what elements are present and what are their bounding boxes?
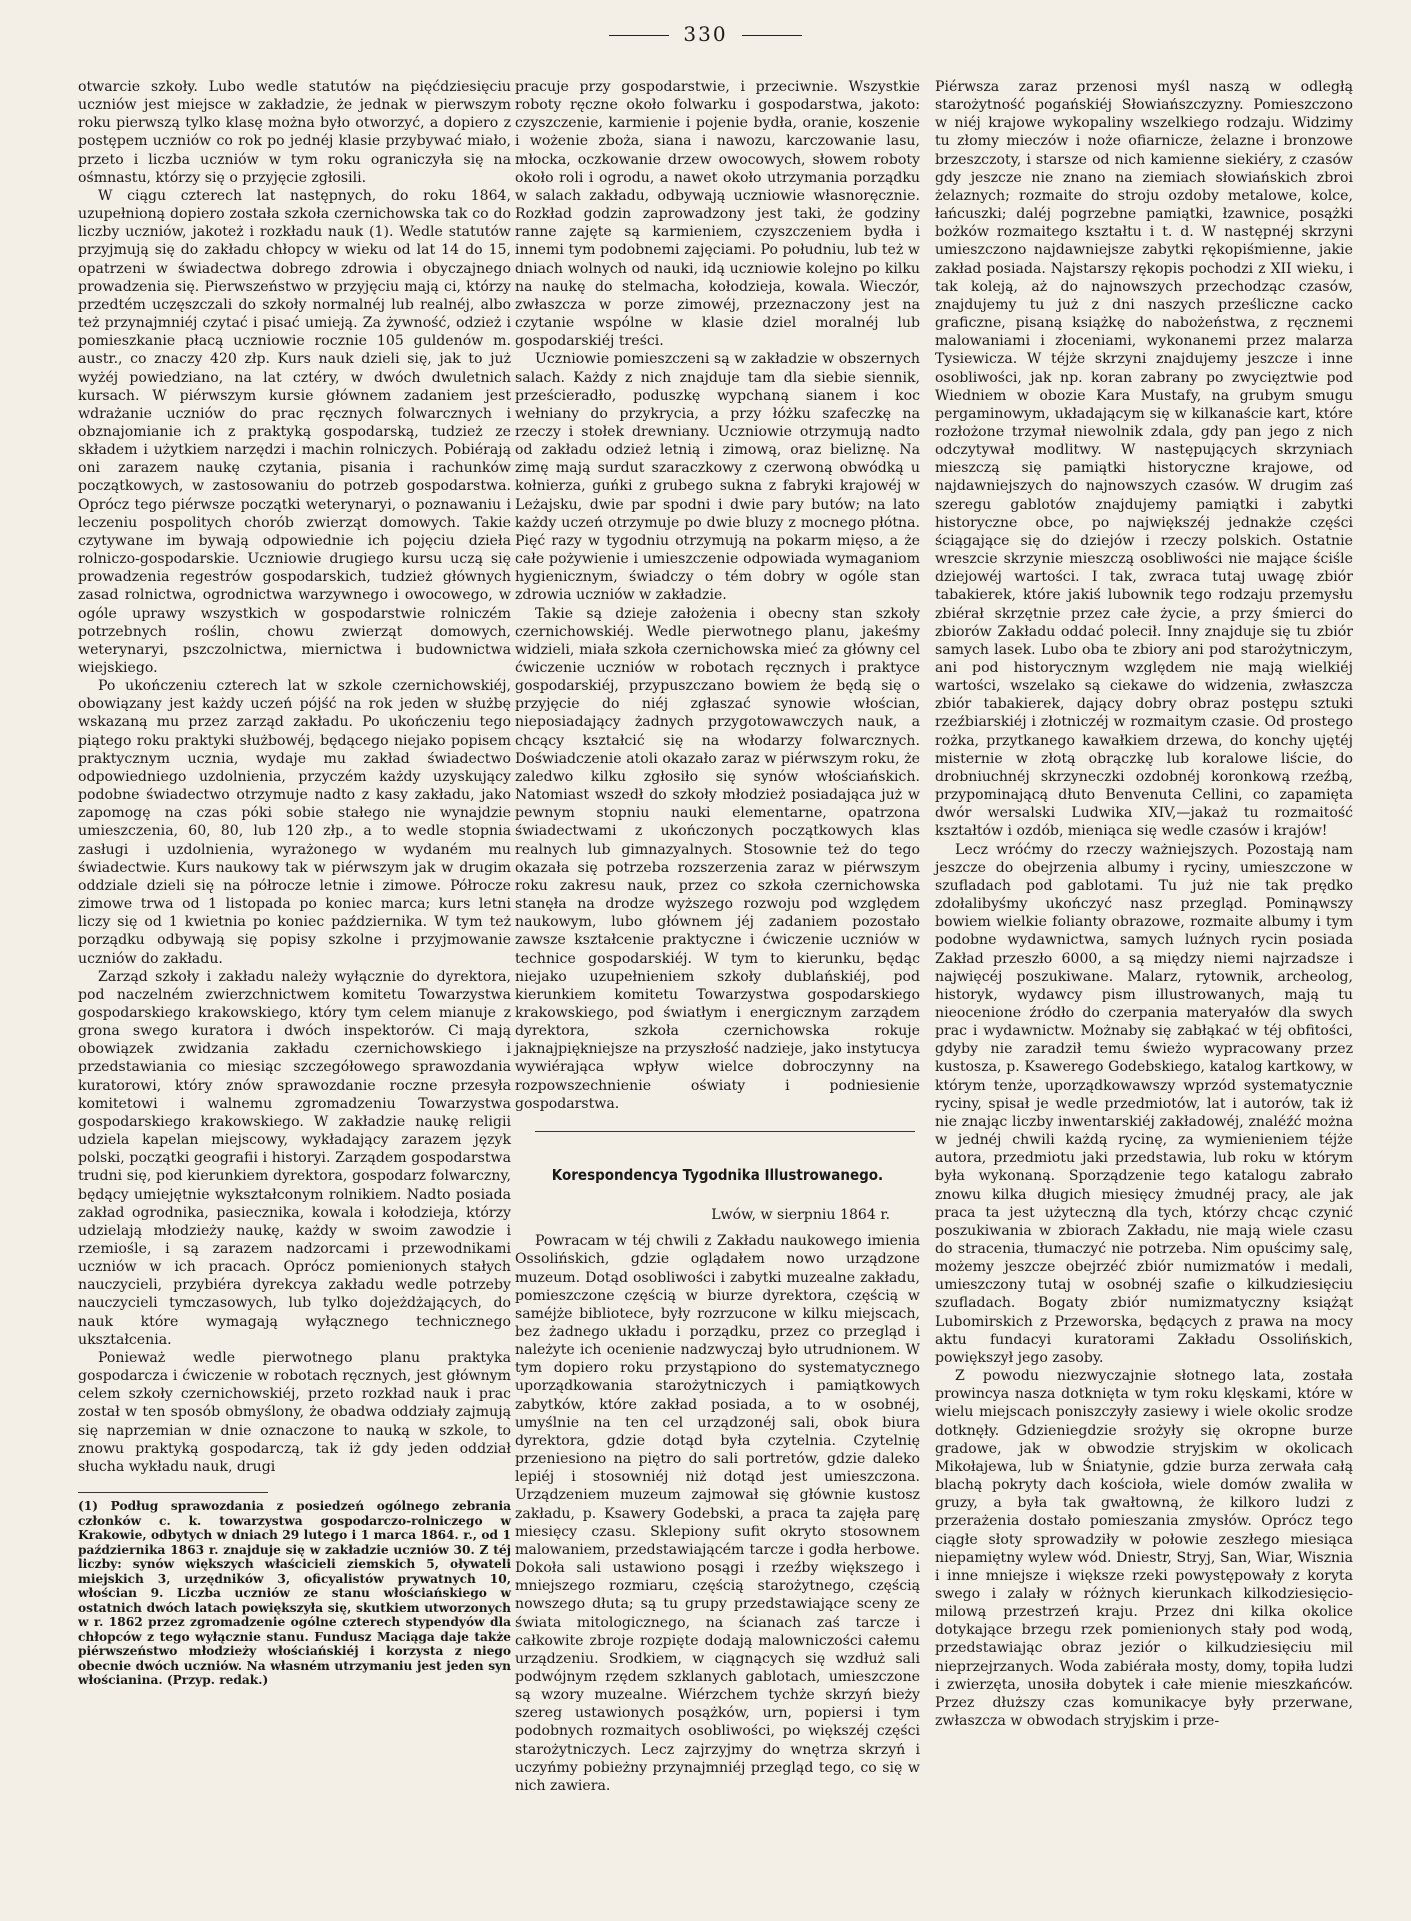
col1-paragraph: W ciągu czterech lat następnych, do roku 1864, uzupełnioną dopiero została szkoła czernichowska tak co do liczby uczniów, jakoteż i rozkładu nauk (1). Wedle statutów przyjmują się do zakładu chłopcy w wieku od lat 14 do 15, opatrzeni w świadectwa dobrego zdrowia i obyczajnego prowadzenia się. Pierwszeństwo w przyjęciu mają ci, którzy przedtém uczęszczali do szkoły normalnéj lub realnéj, albo też przynajmniéj czytać i pisać umieją. Za żywność, odzież i pomieszkanie płacą uczniowie rocznie 105 guldenów m. austr., co znaczy 420 złp. Kurs nauk dzieli się, jak to już wyżéj powiedziano, na lat cztéry, w dwóch dwuletnich kursach. W piérwszym kursie głównem zadaniem jest wdrażanie uczniów do prac ręcznych folwarcznych i obznajomianie ich z praktyką gospodarską, tudzież ze składem i użytkiem narzędzi i machin rolniczych. Pobiérają oni zarazem naukę czytania, pisania i rachunków początkowych, w zastosowaniu do potrzeb gospodarstwa. Oprócz tego piérwsze początki weterynaryi, o poznawaniu i leczeniu pospolitych chorób zwierząt domowych. Takie czytywane im bywają odpowiednie ich pojęciu dzieła rolniczo-gospodarskie. Uczniowie drugiego kursu uczą się prowadzenia regestrów gospodarskich, tudzież głównych zasad rolnictwa, ogrodnictwa warzywnego i owocowego, w ogóle uprawy wszystkich w gospodarstwie rolniczém potrzebnych roślin, chowu zwierząt domowych, weterynaryi, pszczolnictwa, miernictwa i budownictwa wiejskiego. (78, 187, 511, 676)
page-number-rule-left (609, 35, 669, 36)
col3-paragraph: Lecz wróćmy do rzeczy ważniejszych. Pozostają nam jeszcze do obejrzenia albumy i ryciny, umieszczone w szufladach pod gablotami. Tu już nie tak prędko zdołalibyśmy ukończyć nasz przegląd. Pominąwszy bowiem wielkie folianty obrazowe, rozmaite albumy i tym podobne wydawnictwa, samych luźnych rycin posiada Zakład przeszło 6000, a są między niemi najrzadsze i najwięcéj poszukiwane. Malarz, rytownik, archeolog, historyk, wydawcy pism illustrowanych, mają tu nieocenione źródło do czerpania materyałów dla swych prac i wydawnictw. Możnaby się zabłąkać w téj obfitości, gdyby nie zaradził temu świeżo wypracowany przez kustosza, p. Ksawerego Godebskiego, katalog kartkowy, w którym tenże, uporządkowawszy wprzód systematycznie ryciny, spisał je wedle przedmiotów, lat i autorów, tak iż nie znając liczby inwentarskiéj zakładowéj, znaléźć można w jednéj chwili każdą rycinę, za wymienieniem téjże autora, przedmiotu jaki przedstawia, lub roku w którym była wykonaną. Sporządzenie tego katalogu zabrało znowu kilka długich miesięcy żmudnéj pracy, ale jak praca ta jest użyteczną dla tych, którzy chcąc czynić poszukiwania w zbiorach Zakładu, nie mają wiele czasu do stracenia, tłumaczyć nie potrzeba. Nim opuścimy salę, możemy jeszcze obejrzéć zbiór numizmatów i medali, umieszczony tutaj w osobnéj szafie o kilkudziesięciu szufladach. Bogaty zbiór numizmatyczny książąt Lubomirskich z Przeworska, będących z prawa na mocy aktu fundacyi kuratorami Zakładu Ossolińskich, powiększył jego zasoby. (935, 841, 1353, 1366)
footnote: (1) Podług sprawozdania z posiedzeń ogólnego zebrania członków c. k. towarzystwa gospodarczo-rolniczego w Krakowie, odbytych w dniach 29 lutego i 1 marca 1864. r., od 1 października 1863 r. znajduje się w zakładzie uczniów 30. Z téj liczby: synów większych właścicieli ziemskich 5, oływateli miejskich 3, urzędników 3, oficyalistów prywatnych 10, włościan 9. Liczba uczniów ze stanu włościańskiego w ostatnich dwóch latach powiększyła się, skutkiem utworzonych w r. 1862 przez zgromadzenie ogólne czterech stypendyów dla chłopców z tego wyłącznie stanu. Fundusz Maciąga daje także piérwszeństwo młodzieży włościańskiéj i korzysta z niego obecnie dwóch uczniów. Na własném utrzymaniu jest jeden syn włościanina. (Przyp. redak.) (78, 1499, 511, 1688)
col1-paragraph: Ponieważ wedle pierwotnego planu praktyka gospodarcza i ćwiczenie w robotach ręcznych, jest głównym celem szkoły czernichowskiéj, przeto rozkład nauk i prac został w ten sposób obmyślony, że obadwa oddziały zajmują się naprzemian w dnie oznaczone to nauką w szkole, to znowu praktyką gospodarczą, tak iż gdy jeden oddział słucha wykładu nauk, drugi (78, 1349, 511, 1475)
column-1 (78, 78, 511, 1688)
page-number-rule-right (742, 35, 802, 36)
col3-paragraph: Piérwsza zaraz przenosi myśl naszą w odległą starożytność pogańskiéj Słowiańszczyzny. Pomieszczono w niéj krajowe wykopaliny wszelkiego rodzaju. Widzimy tu złomy mieczów i noże ofiarnicze, żelazne i bronzowe brzeszczoty, i starsze od nich kamienne siekiéry, z czasów gdy jeszcze nie znano na ziemiach słowiańskich zbroi żelaznych; rozmaite do stroju ozdoby metalowe, kolce, łańcuszki; daléj pogrzebne pamiątki, łzawnice, posążki bożków rozmaitego kształtu i t. d. W następnéj skrzyni umieszczono najdawniejsze zabytki rękopiśmienne, jakie zakład posiada. Najstarszy rękopis pochodzi z XII wieku, i tak koleją, aż do najnowszych przechodząc czasów, znajdujemy tu już z dni naszych prześliczne cacko graficzne, pisaną książkę do nabożeństwa, z ręcznemi malowaniami i złoceniami, wykonanemi przez malarza Tysiewicza. W téjże skrzyni znajdujemy jeszcze i inne osobliwości, jak np. koran zabrany po zwycięztwie pod Wiedniem w obozie Kara Mustafy, na grubym smugu pergaminowym, układającym się w kilkanaście kart, które rozłożone trzymał niewolnik zdala, gdy pan jego z nich odczytywał modlitwy. W następujących skrzyniach mieszczą się pamiątki historyczne krajowe, od najdawniejszych do najnowszych czasów. W drugim zaś szeregu gablotów znajdujemy pamiątki i zabytki historyczne obce, po największéj jednakże części ściągające się do dziejów i rzeczy polskich. Ostatnie wreszcie skrzynie mieszczą osobliwości nie mające ściśle dziejowéj wartości. I tak, zwraca tutaj uwagę zbiór tabakierek, które jakiś lubownik tego rodzaju przemysłu zbiérał skrzętnie przez całe życie, a przy śmierci do zbiorów Zakładu oddać polecił. Inny znajduje się tu zbiór samych lasek. Lubo oba te zbiory ani pod starożytniczym, ani pod historycznym względem nie mają wielkiéj wartości, wszelako są ciekawe do widzenia, zwłaszcza zbiór tabakierek, dający dobry obraz postępu sztuki rzeźbiarskiéj i złotniczéj w rozmaitym czasie. Od prostego rożka, przytkanego kawałkiem drzewa, do konchy ujętéj misternie w złotą obrączkę lub koralowe liście, do drobniuchnéj skrzyneczki ozdobnéj koronkową rzeźbą, przypominającą dłuto Benvenuta Cellini, co zapamięta dwór wersalski Ludwika XIV,—jakaż tu rozmaitość kształtów i ozdób, mieniąca się wedle czasów i krajów! (935, 79, 1353, 840)
col2-paragraph: Takie są dzieje założenia i obecny stan szkoły czernichowskiéj. Wedle pierwotnego planu, jakeśmy widzieli, miała szkoła czernichowska mieć za główny cel ćwiczenie uczniów w robotach ręcznych i praktyce gospodarskiéj, przypuszczano bowiem że będą się o przyjęcie do niéj zgłaszać synowie włościan, nieposiadający żadnych przygotowawczych nauk, a chcący kształcić się na włodarzy folwarcznych. Doświadczenie atoli okazało zaraz w piérwszym roku, że zaledwo kilku zgłosiło się synów włościańskich. Natomiast wszedł do szkoły młodzież posiadająca już w pewnym stopniu nauki elementarne, opatrzona świadectwami z ukończonych początkowych klas realnych lub gimnazyalnych. Stosownie też do tego okazała się potrzeba rozszerzenia zaraz w piérwszym roku zakresu nauk, przez co szkoła czernichowska stanęła na drodze wyższego rozwoju pod względem naukowym, lubo głównem jéj zadaniem pozostało zawsze kształcenie praktyczne i ćwiczenie uczniów w technice gospodarskiéj. W tym to kierunku, będąc niejako uzupełnieniem szkoły dublańskiéj, pod kierunkiem komitetu Towarzystwa gospodarskiego krakowskiego, pod światłym i energicznym zarządem dyrektora, szkoła czernichowska rokuje jaknajpiękniejsze na przyszłość nadzieje, jako instytucya wywiérająca wpływ wielce dobroczynny na rozpowszechnienie oświaty i podniesienie gospodarstwa. (515, 605, 920, 1112)
footnote-rule (78, 1492, 268, 1493)
section-divider (535, 1131, 915, 1132)
col1-paragraph: Po ukończeniu czterech lat w szkole czernichowskiéj, obowiązany jest każdy uczeń pójść na rok jeden w służbę wskazaną mu przez zarząd zakładu. Po ukończeniu tego piątego roku praktyki służbowéj, będącego niejako popisem praktycznym ucznia, wydaje mu zakład świadectwo odpowiedniego uzdolnienia, przyczém każdy uzyskujący podobne świadectwo otrzymuje nadto z kasy zakładu, jako zapomogę na czas póki sobie stałego nie wynajdzie umieszczenia, 60, 80, lub 120 złp., a to wedle stopnia zasługi i uzdolnienia, wyrażonego w wydaném mu świadectwie. Kurs naukowy tak w piérwszym jak w drugim oddziale dzieli się na półrocze letnie i zimowe. Półrocze zimowe trwa od 1 listopada po koniec marca; kurs letni liczy się od 1 kwietnia po koniec października. W tym też porządku odbywają się popisy szkolne i przyjmowanie uczniów do zakładu. (78, 678, 511, 967)
col2-paragraph: pracuje przy gospodarstwie, i przeciwnie. Wszystkie roboty ręczne około folwarku i gospodarstwa, jakoto: czyszczenie, karmienie i pojenie bydła, oranie, koszenie i wożenie zboża, siana i nawozu, karczowanie lasu, młocka, oczkowanie drzew owocowych, słowem roboty około roli i ogrodu, a nawet około utrzymania porządku w salach zakładu, odbywają uczniowie własnoręcznie. Rozkład godzin zaprowadzony jest taki, że godziny ranne zajęte są karmieniem, czyszczeniem bydła i innemi tym podobnemi zajęciami. Po południu, lub też w dniach wolnych od nauki, idą uczniowie kolejno po kilku na naukę do stelmacha, kołodzieja, kowala. Wieczór, zwłaszcza w porze zimowéj, przeznaczony jest na czytanie wspólne w klasie dziel moralnéj lub gospodarskiéj treści. (515, 79, 920, 350)
col1-paragraph: otwarcie szkoły. Lubo wedle statutów na pięćdziesięciu uczniów jest miejsce w zakładzie, że jednak w pierwszym roku pierwszą tylko klasę można było otworzyć, a dopiero z postępem uczniów co rok po jednéj klasie przybywać miało, przeto i liczba uczniów w tym roku ograniczyła się na ośmnastu, którzy się o przyjęcie zgłosili. (78, 79, 511, 186)
dateline: Lwów, w sierpniu 1864 r. (711, 1207, 890, 1224)
col2-paragraph: Uczniowie pomieszczeni są w zakładzie w obszernych salach. Każdy z nich znajduje tam dla siebie siennik, prześcieradło, poduszkę wypchaną sianem i koc wełniany do przykrycia, a przy łóżku szafeczkę na rzeczy i stołek drewniany. Uczniowie otrzymują nadto od zakładu odzież letnią i zimową, oraz bieliznę. Na zimę mają surdut szaraczkowy z czerwoną obwódką u kołnierza, guńki z grubego sukna z fabryki krajowéj w Leżajsku, dwie par spodni i dwie pary butów; na lato każdy uczeń otrzymuje po dwie bluzy z mocnego płótna. Pięć razy w tygodniu otrzymują na pokarm mięso, a że całe pożywienie i umieszczenie odpowiada wymaganiom hygienicznym, świadczy o tém dobry w ogóle stan zdrowia uczniów w zakładzie. (515, 351, 920, 604)
col2-paragraph: Powracam w téj chwili z Zakładu naukowego imienia Ossolińskich, gdzie oglądałem nowo urządzone muzeum. Dotąd osobliwości i zabytki muzealne zakładu, pomieszczone częścią w biurze dyrektora, częścią w saméjże bibliotece, były rozrzucone w kilku miejscach, bez żadnego układu i porządku, przez co przegląd i należyte ich ocenienie nadzwyczaj było utrudnionem. W tym dopiero roku przystąpiono do systematycznego uporządkowania starożytniczych i pamiątkowych zabytków, które zakład posiada, a to w osobnéj, umyślnie na ten cel urządzonéj sali, obok biura dyrektora, gdzie dotąd była czytelnia. Czytelnię przeniesiono na piętro do sali portretów, gdzie daleko lepiéj i stosowniéj niż dotąd jest umieszczona. Urządzeniem muzeum zajmował się głównie kustosz zakładu, p. Ksawery Godebski, a praca ta zajęła parę miesięcy czasu. Sklepiony sufit okryto stosownem malowaniem, przedstawiającém tarcze i godła herbowe. Dokoła sali ustawiono posągi i rzeźby większego i mniejszego rozmiaru, częścią starożytnego, częścią nowszego dłuta; są tu grupy przedstawiające sceny ze świata mitologicznego, na ścianach zaś tarcze i całkowite zbroje rozpięte dodają malowniczości całemu urządzeniu. Srodkiem, w ciągnących się wzdłuż sali podwójnym rzędem szklanych gablotach, umieszczone są wzory muzealne. Wiérzchem tychże skrzyń bieży szereg ustawionych posążków, urn, popiersi i tym podobnych rozmaitych osobliwości, po większéj części starożytniczych. Lecz zajrzyjmy do wnętrza skrzyń i uczyńmy pobieżny przynajmniéj przegląd tego, co się w nich zawiera. (515, 1233, 920, 1794)
col1-paragraph: Zarząd szkoły i zakładu należy wyłącznie do dyrektora, pod naczelném zwierzchnictwem komitetu Towarzystwa gospodarskiego krakowskiego, który tym celem mianuje z grona swego kuratora i dwóch inspektorów. Ci mają obowiązek zwidzania zakładu czernichowskiego i przedstawiania co miesiąc szczegółowego sprawozdania kuratorowi, który znów sprawozdanie roczne przesyła komitetowi i walnemu zgromadzeniu Towarzystwa gospodarskiego krakowskiego. W zakładzie naukę religii udziela kapelan miejscowy, wykładający zarazem język polski, początki geografii i historyi. Zarządem gospodarstwa trudni się, pod kierunkiem dyrektora, gospodarz folwarczny, będący umiejętnie wykształconym rolnikiem. Nadto posiada zakład ogrodnika, pasiecznika, kowala i kołodzieja, którzy udzielają młodzieży naukę, każdy w swoim zawodzie i rzemiośle, i są zarazem nadzorcami i przewodnikami uczniów w ich pracach. Oprócz pomienionych stałych nauczycieli, przybiéra dyrekcya zakładu wedle potrzeby nauczycieli tymczasowych, lub tylko dojeżdżających, do nauk które wymagają wyłącznego technicznego ukształcenia. (78, 968, 511, 1348)
page-number-text: 330 (683, 22, 728, 46)
col3-paragraph: Z powodu niezwyczajnie słotnego lata, została prowincya nasza dotknięta w tym roku klęskami, które w wielu miejscach poniszczyły zasiewy i wiele okolic srodze dotknęły. Gdzieniegdzie srożyły się okropne burze gradowe, jak w obwodzie stryjskim w okolicach Mikołajewa, lub w Śniatynie, gdzie burza zerwała całą blachą pokryty dach kościoła, wiele domów zwaliła w gruzy, a była tak gwałtowną, że kilkoro ludzi z przerażenia dostało pomieszania zmysłów. Oprócz tego ciągłe słoty sprowadziły w połowie zeszłego miesiąca niepamiętny wylew wód. Dniestr, Stryj, San, Wiar, Wisznia i inne mniejsze i większe rzeki powystępowały z koryta swego i zalały w różnych kierunkach kilkodziesięcio-milową przestrzeń kraju. Przez dni kilka okolice dotykające brzegu rzek pomienionych stały pod wodą, przedstawiając obraz jeziór o kilkudziesięciu mil nieprzejrzanych. Woda zabiérała mosty, domy, topiła ludzi i zwierzęta, unosiła dobytek i całe mienie mieszkańców. Przez dłuższy czas komunikacye były przerwane, zwłaszcza w obwodach stryjskim i prze- (935, 1368, 1353, 1730)
page-number (0, 22, 1411, 46)
column-3 (935, 78, 1353, 1730)
column-2 (515, 78, 920, 1795)
correspondence-heading: Korespondencya Tygodnika Illustrowanego. (551, 1165, 884, 1184)
